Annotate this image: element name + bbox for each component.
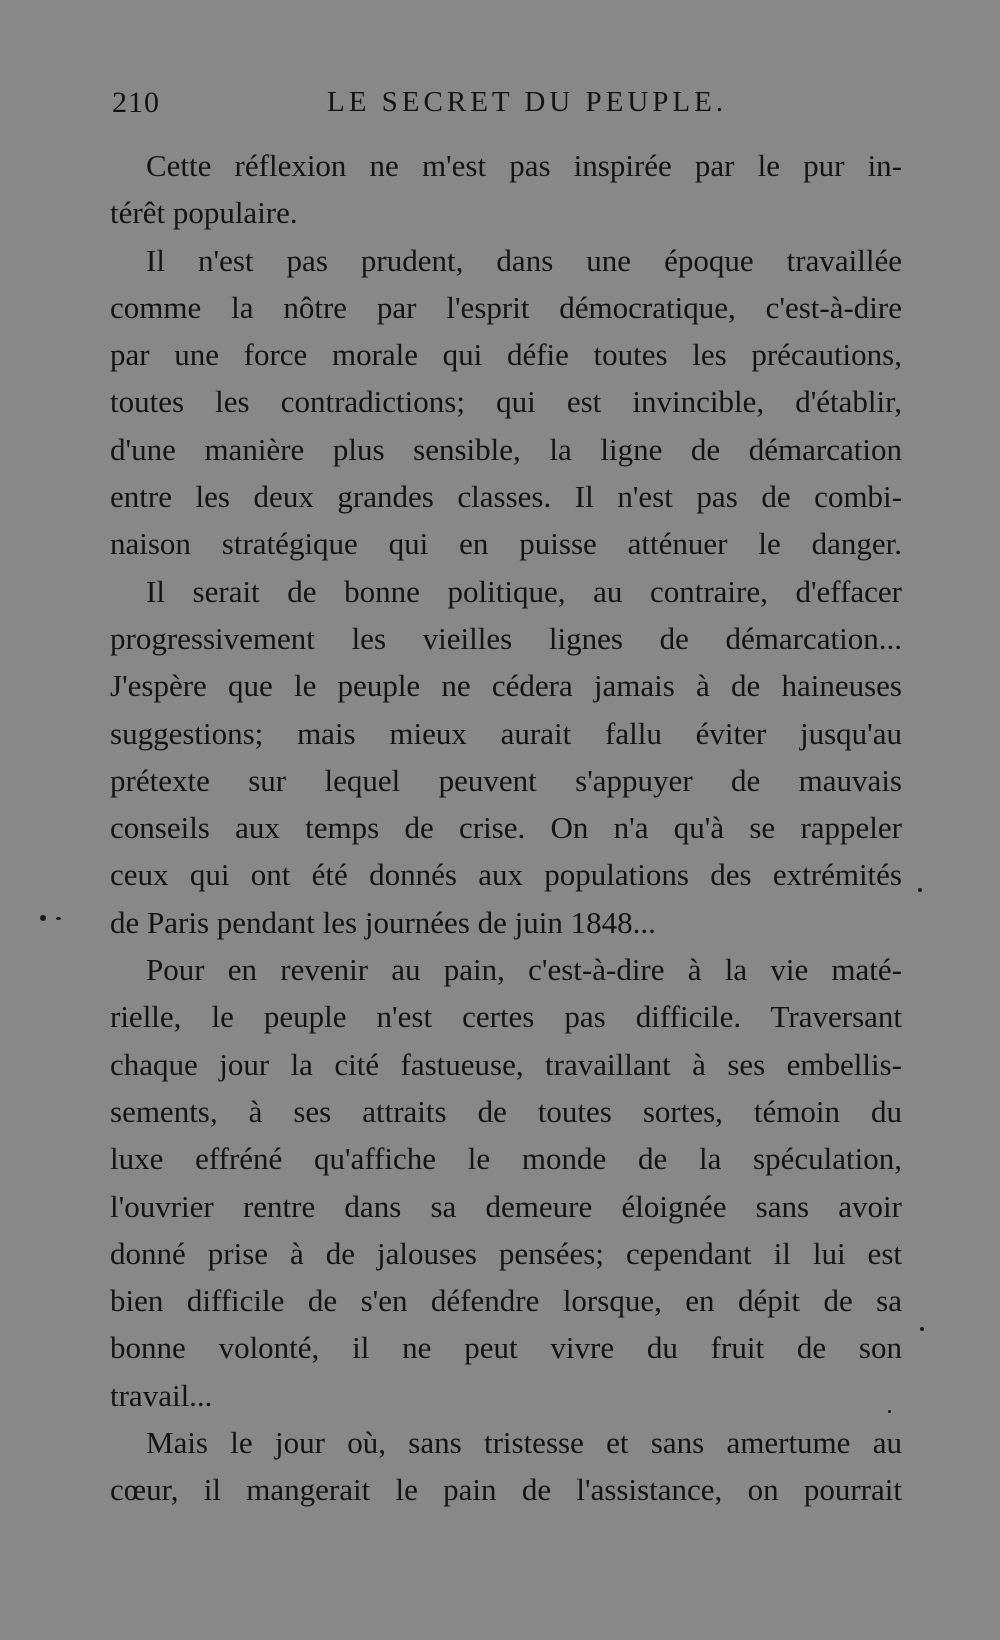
text-line: suggestions; mais mieux aurait fallu éviter jusqu'au — [110, 715, 902, 751]
text-line: de Paris pendant les journées de juin 1848... — [110, 904, 656, 940]
text-line: donné prise à de jalouses pensées; cependant il lui est — [110, 1235, 902, 1271]
text-line: bonne volonté, il ne peut vivre du fruit de son — [110, 1330, 902, 1366]
text-line: Il n'est pas prudent, dans une époque travaillée — [146, 242, 902, 278]
text-line: J'espère que le peuple ne cédera jamais à de haineuses — [110, 668, 902, 704]
text-line: conseils aux temps de crise. On n'a qu'à se rappeler — [110, 810, 902, 846]
text-line: travail... — [110, 1377, 213, 1413]
text-line: prétexte sur lequel peuvent s'appuyer de mauvais — [110, 762, 902, 798]
print-speck — [56, 917, 61, 920]
running-title: LE SECRET DU PEUPLE. — [327, 86, 728, 118]
text-line: Mais le jour où, sans tristesse et sans amertume au — [146, 1425, 902, 1461]
page-number: 210 — [112, 86, 160, 119]
text-line: térêt populaire. — [110, 195, 298, 231]
print-speck — [888, 1410, 891, 1413]
body-text — [110, 142, 902, 1514]
text-line: chaque jour la cité fastueuse, travaillant à ses embellis- — [110, 1046, 902, 1082]
text-line: par une force morale qui défie toutes les précautions, — [110, 337, 902, 373]
text-line: ceux qui ont été donnés aux populations des extrémités — [110, 857, 902, 893]
print-speck — [920, 1327, 924, 1331]
text-line: naison stratégique qui en puisse atténuer le danger. — [110, 526, 902, 562]
page-header — [112, 86, 906, 136]
text-line: bien difficile de s'en défendre lorsque, en dépit de sa — [110, 1283, 902, 1319]
text-line: progressivement les vieilles lignes de démarcation... — [110, 620, 902, 656]
text-line: l'ouvrier rentre dans sa demeure éloignée sans avoir — [110, 1188, 902, 1224]
print-speck — [40, 915, 46, 921]
text-line: luxe effréné qu'affiche le monde de la spéculation, — [110, 1141, 902, 1177]
text-line: d'une manière plus sensible, la ligne de démarcation — [110, 431, 902, 467]
text-line: toutes les contradictions; qui est invincible, d'établir, — [110, 384, 902, 420]
text-line: rielle, le peuple n'est certes pas difficile. Traversant — [110, 999, 902, 1035]
text-line: Pour en revenir au pain, c'est-à-dire à la vie maté- — [146, 952, 902, 988]
print-speck — [918, 888, 922, 892]
text-line: Il serait de bonne politique, au contraire, d'effacer — [146, 573, 902, 609]
text-line: comme la nôtre par l'esprit démocratique, c'est-à-dire — [110, 289, 902, 325]
text-line: cœur, il mangerait le pain de l'assistance, on pourrait — [110, 1472, 902, 1508]
text-line: entre les deux grandes classes. Il n'est pas de combi- — [110, 479, 902, 515]
text-line: Cette réflexion ne m'est pas inspirée par le pur in- — [146, 148, 902, 183]
text-line: sements, à ses attraits de toutes sortes, témoin du — [110, 1093, 902, 1129]
